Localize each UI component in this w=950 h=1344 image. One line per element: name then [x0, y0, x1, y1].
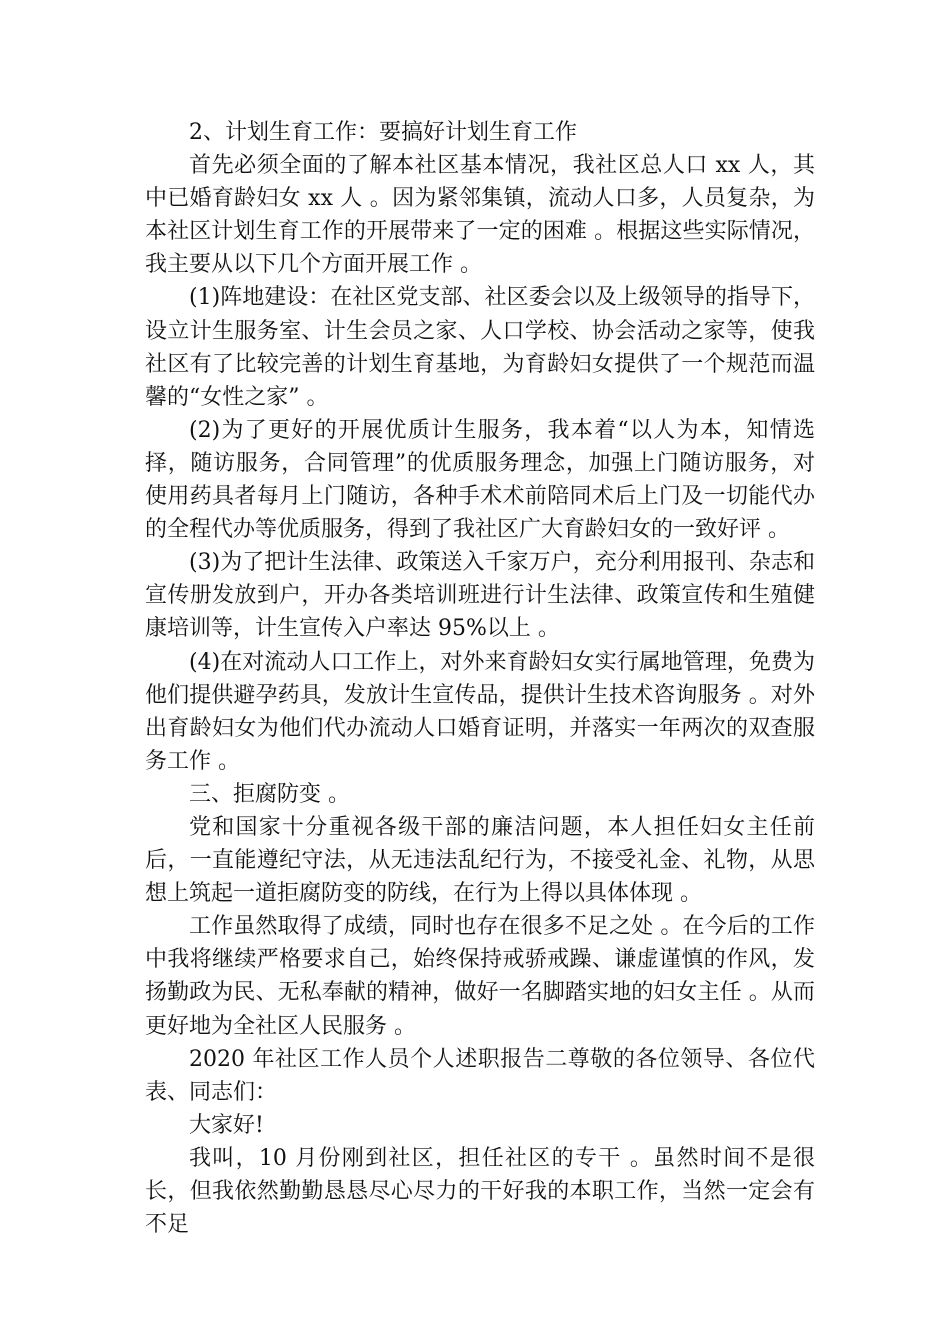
greeting: 大家好!: [189, 1112, 264, 1138]
paragraph: (3)为了把计生法律、政策送入千家万户，充分利用报刊、杂志和宣传册发放到户，开办各类培训班进行计生法律、政策宣传和生殖健康培训等，计生宣传入户率达 95%以上 。: [145, 550, 815, 642]
paragraph: 工作虽然取得了成绩，同时也存在很多不足之处 。在今后的工作中我将继续严格要求自己，始终保持戒骄戒躁、谦虚谨慎的作风，发扬勤政为民、无私奉献的精神，做好一名脚踏实地的妇女主任 。从而更好地为全社区人民服务 。: [145, 914, 815, 1039]
paragraph: 首先必须全面的了解本社区基本情况，我社区总人口 xx 人，其中已婚育龄妇女 xx 人 。因为紧邻集镇，流动人口多，人员复杂，为本社区计划生育工作的开展带来了一定的困难 。根据这些实际情况，我主要从以下几个方面开展工作 。: [145, 153, 815, 278]
paragraph: 党和国家十分重视各级干部的廉洁问题，本人担任妇女主任前后，一直能遵纪守法，从无违法乱纪行为，不接受礼金、礼物，从思想上筑起一道拒腐防变的防线，在行为上得以具体体现 。: [145, 814, 815, 907]
paragraph: 我叫，10 月份刚到社区，担任社区的专干 。虽然时间不是很长，但我依然勤勤恳恳尽心尽力的干好我的本职工作，当然一定会有不足: [145, 1145, 815, 1238]
document-body: [145, 116, 815, 1241]
section-heading: 三、拒腐防变 。: [189, 781, 350, 807]
paragraph: 2020 年社区工作人员个人述职报告二尊敬的各位领导、各位代表、同志们：: [145, 1046, 815, 1105]
paragraph: 2、计划生育工作：要搞好计划生育工作: [189, 120, 577, 145]
paragraph: (4)在对流动人口工作上，对外来育龄妇女实行属地管理，免费为他们提供避孕药具，发放计生宣传品，提供计生技术咨询服务 。对外出育龄妇女为他们代办流动人口婚育证明，并落实一年两次的双查服务工作 。: [145, 649, 815, 774]
paragraph: (1)阵地建设：在社区党支部、社区委会以及上级领导的指导下，设立计生服务室、计生会员之家、人口学校、协会活动之家等，使我社区有了比较完善的计划生育基地，为育龄妇女提供了一个规范而温馨的“女性之家” 。: [145, 285, 815, 410]
paragraph: (2)为了更好的开展优质计生服务，我本着“以人为本，知情选择，随访服务，合同管理”的优质服务理念，加强上门随访服务，对使用药具者每月上门随访，各种手术术前陪同术后上门及一切能代办的全程代办等优质服务，得到了我社区广大育龄妇女的一致好评 。: [145, 417, 815, 543]
